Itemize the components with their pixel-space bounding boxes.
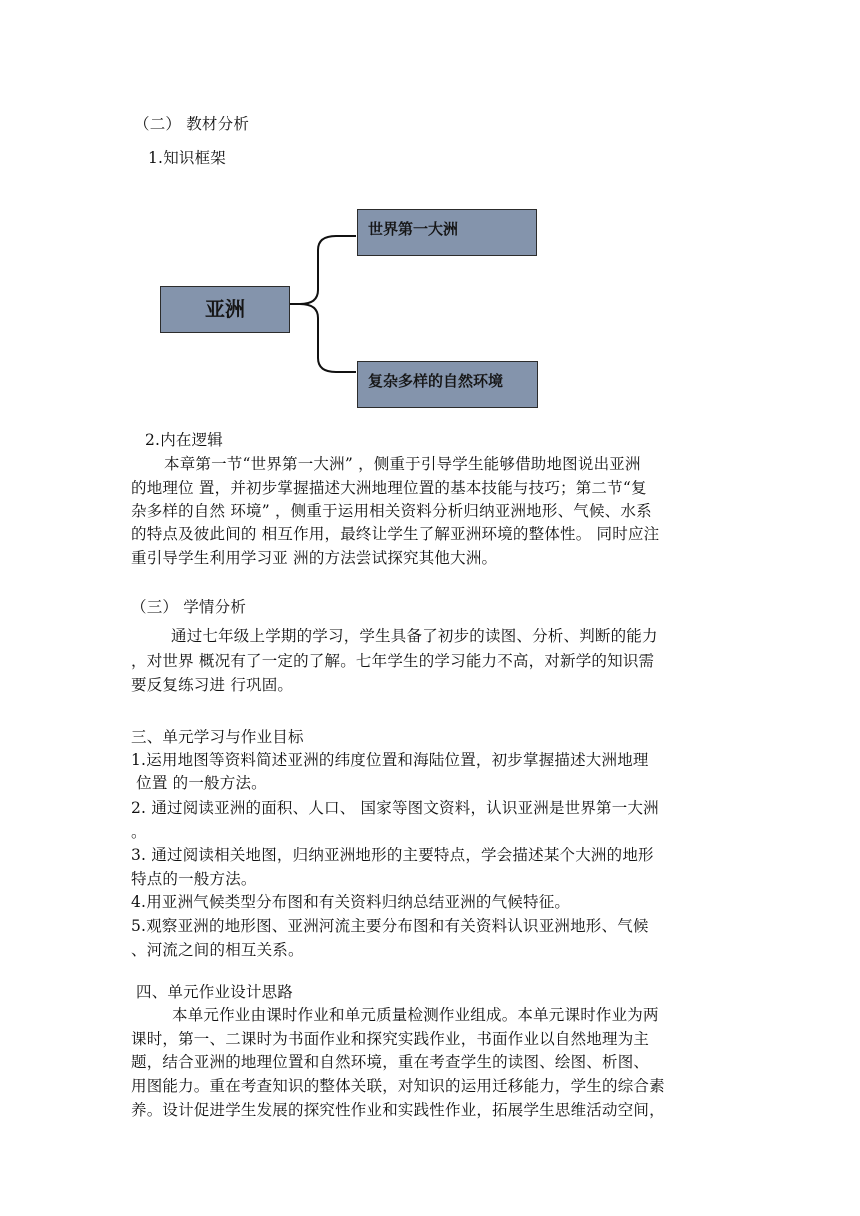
goal-line: 特点的一般方法。: [131, 870, 257, 888]
goal-line: 4.用亚洲气候类型分布图和有关资料归纳总结亚洲的气候特征。: [131, 893, 571, 911]
paragraph-line: 杂多样的自然 环境” ，侧重于运用相关资料分析归纳亚洲地形、气候、水系: [131, 502, 652, 520]
goal-line: 3. 通过阅读相关地图，归纳亚洲地形的主要特点，学会描述某个大洲的地形: [131, 846, 654, 864]
paragraph-line: 课时，第一、二课时为书面作业和探究实践作业，书面作业以自然地理为主: [131, 1030, 650, 1048]
goal-line: 位置 的一般方法。: [131, 774, 267, 792]
paragraph-line: 用图能力。重在考查知识的整体关联，对知识的运用迁移能力，学生的综合素: [131, 1077, 665, 1095]
paragraph-line: 的特点及彼此间的 相互作用，最终让学生了解亚洲环境的整体性。 同时应注: [131, 525, 660, 543]
paragraph-line: 本章第一节“世界第一大洲” ，侧重于引导学生能够借助地图说出亚洲: [164, 455, 641, 473]
goal-line: 5.观察亚洲的地形图、亚洲河流主要分布图和有关资料认识亚洲地形、气候: [131, 917, 649, 935]
subheading-internal-logic: 2.内在逻辑: [145, 431, 223, 449]
paragraph-line: 通过七年级上学期的学习，学生具备了初步的读图、分析、判断的能力: [171, 627, 658, 645]
paragraph-line: 的地理位 置，并初步掌握描述大洲地理位置的基本技能与技巧；第二节“复: [131, 479, 647, 497]
paragraph-line: ，对世界 概况有了一定的了解。七年学生的学习能力不高，对新学的知识需: [131, 652, 655, 670]
subheading-knowledge-framework: 1.知识框架: [148, 149, 226, 167]
diagram-node-asia-label: 亚洲: [205, 297, 245, 321]
goal-line: 2. 通过阅读亚洲的面积、人口、 国家等图文资料，认识亚洲是世界第一大洲: [131, 799, 659, 817]
diagram-node-largest-continent: [357, 209, 537, 256]
goal-line: 。: [131, 823, 147, 841]
section-heading-design-ideas: 四、单元作业设计思路: [136, 983, 294, 1001]
section-heading-student-analysis: （三） 学情分析: [131, 598, 247, 616]
goal-line: 、河流之间的相互关系。: [131, 941, 304, 959]
diagram-node-natural-environment-label: 复杂多样的自然环境: [368, 372, 504, 390]
section-heading-textbook-analysis: （二） 教材分析: [134, 115, 250, 133]
diagram-node-largest-continent-label: 世界第一大洲: [368, 220, 459, 238]
diagram-node-natural-environment: [357, 361, 538, 408]
paragraph-line: 本单元作业由课时作业和单元质量检测作业组成。本单元课时作业为两: [172, 1006, 659, 1024]
section-heading-unit-goals: 三、单元学习与作业目标: [131, 728, 304, 746]
goal-line: 1.运用地图等资料简述亚洲的纬度位置和海陆位置，初步掌握描述大洲地理: [131, 751, 649, 769]
diagram-node-asia: [160, 286, 290, 333]
paragraph-line: 养。设计促进学生发展的探究性作业和实践性作业，拓展学生思维活动空间，: [131, 1101, 665, 1119]
paragraph-line: 要反复练习进 行巩固。: [131, 676, 294, 694]
paragraph-line: 重引导学生利用学习亚 洲的方法尝试探究其他大洲。: [131, 549, 498, 567]
paragraph-line: 题，结合亚洲的地理位置和自然环境，重在考查学生的读图、绘图、析图、: [131, 1053, 650, 1071]
